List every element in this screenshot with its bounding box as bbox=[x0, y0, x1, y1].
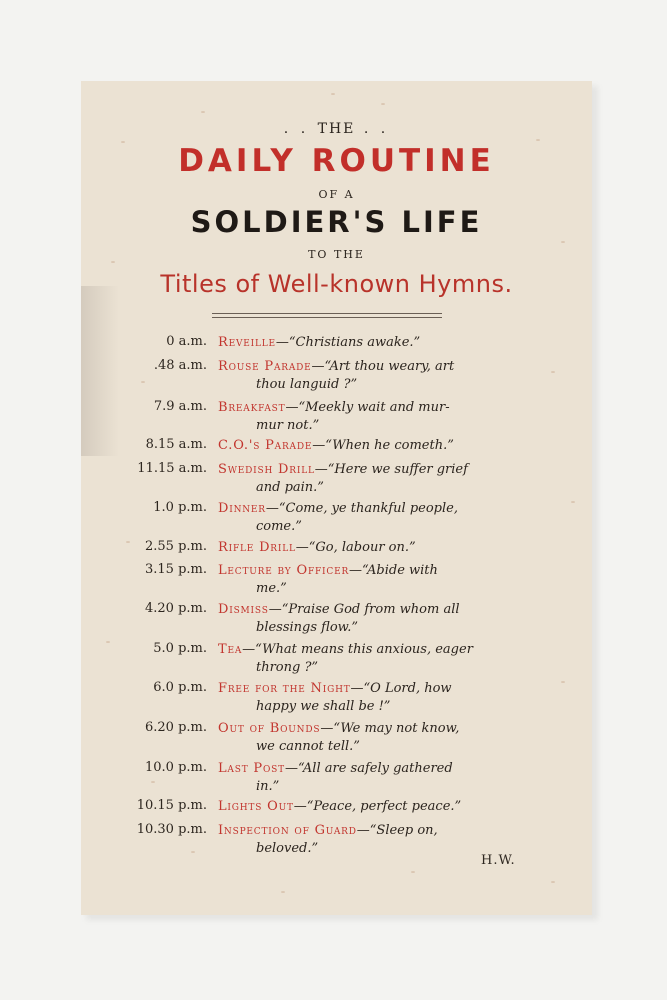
entry-text: Free for the Night—“O Lord, how bbox=[218, 681, 452, 696]
entry-time: 3.15 p.m. bbox=[145, 562, 207, 577]
entry-label: C.O.'s Parade bbox=[218, 438, 313, 453]
entry-text: Reveille—“Christians awake.” bbox=[218, 335, 421, 350]
entry-time: 8.15 a.m. bbox=[145, 437, 207, 452]
entry-quote-continued: mur not.” bbox=[256, 418, 320, 433]
entry-text: Breakfast—“Meekly wait and mur- bbox=[218, 400, 450, 415]
entry-quote: “Come, ye thankful people, bbox=[278, 501, 458, 516]
entry-label: Lights Out bbox=[218, 799, 294, 814]
entry-text: Inspection of Guard—“Sleep on, bbox=[218, 823, 438, 838]
the-text: THE bbox=[317, 121, 356, 137]
entry-text: Tea—“What means this anxious, eager bbox=[218, 642, 473, 657]
entry-quote-continued: and pain.” bbox=[256, 480, 324, 495]
entry-time: 4.20 p.m. bbox=[145, 601, 207, 616]
routine-entry bbox=[81, 399, 592, 439]
entry-quote: “Christians awake.” bbox=[288, 335, 421, 350]
daily-routine-title: DAILY ROUTINE bbox=[178, 143, 495, 179]
entry-quote: “Abide with bbox=[362, 563, 438, 578]
routine-entry bbox=[81, 601, 592, 641]
entry-text: Rouse Parade—“Art thou weary, art bbox=[218, 359, 455, 374]
entry-label: Dinner bbox=[218, 501, 266, 516]
entry-text: Lecture by Officer—“Abide with bbox=[218, 563, 438, 578]
routine-entry bbox=[81, 680, 592, 720]
entry-time: 10.15 p.m. bbox=[136, 798, 207, 813]
routine-card bbox=[81, 81, 592, 915]
entry-text: Rifle Drill—“Go, labour on.” bbox=[218, 540, 416, 555]
entry-quote: “When he cometh.” bbox=[325, 438, 454, 453]
entry-label: Out of Bounds bbox=[218, 721, 321, 736]
entry-quote-continued: blessings flow.” bbox=[256, 620, 359, 635]
entry-label: Lecture by Officer bbox=[218, 563, 350, 578]
entry-quote: “Art thou weary, art bbox=[324, 359, 455, 374]
entry-label: Rouse Parade bbox=[218, 359, 312, 374]
entry-quote-continued: throng ?” bbox=[256, 660, 319, 675]
entry-time: 6.20 p.m. bbox=[145, 720, 207, 735]
entry-label: Tea bbox=[218, 642, 243, 657]
entry-label: Inspection of Guard bbox=[218, 823, 357, 838]
entry-quote-continued: beloved.” bbox=[256, 841, 319, 856]
routine-entry bbox=[81, 461, 592, 501]
entry-text: Dinner—“Come, ye thankful people, bbox=[218, 501, 458, 516]
entry-quote: “Here we suffer grief bbox=[327, 462, 468, 477]
entry-time: 11.15 a.m. bbox=[137, 461, 207, 476]
entry-quote: “What means this anxious, eager bbox=[255, 642, 473, 657]
entry-time: 1.0 p.m. bbox=[153, 500, 207, 515]
signature: H.W. bbox=[481, 853, 516, 868]
soldiers-life-title: SOLDIER'S LIFE bbox=[190, 205, 483, 239]
entry-text: C.O.'s Parade—“When he cometh.” bbox=[218, 438, 454, 453]
entry-quote: “O Lord, how bbox=[363, 681, 452, 696]
entry-label: Rifle Drill bbox=[218, 540, 296, 555]
entry-text: Swedish Drill—“Here we suffer grief bbox=[218, 462, 468, 477]
routine-entry bbox=[81, 500, 592, 540]
entry-quote-continued: happy we shall be !” bbox=[256, 699, 391, 714]
entry-time: 0 a.m. bbox=[166, 334, 207, 349]
entry-time: 5.0 p.m. bbox=[153, 641, 207, 656]
entry-label: Reveille bbox=[218, 335, 276, 350]
entry-quote-continued: me.” bbox=[256, 581, 287, 596]
entry-quote: “Meekly wait and mur- bbox=[298, 400, 450, 415]
entry-time: 10.30 p.m. bbox=[136, 822, 207, 837]
entry-quote: “Go, labour on.” bbox=[308, 540, 416, 555]
of-a-text: OF A bbox=[318, 188, 355, 201]
entry-text: Last Post—“All are safely gathered bbox=[218, 761, 453, 776]
entry-label: Last Post bbox=[218, 761, 285, 776]
entry-quote-continued: come.” bbox=[256, 519, 302, 534]
entry-time: 10.0 p.m. bbox=[145, 760, 207, 775]
routine-entry bbox=[81, 358, 592, 398]
entry-label: Free for the Night bbox=[218, 681, 351, 696]
entry-quote-continued: in.” bbox=[256, 779, 280, 794]
entry-time: 2.55 p.m. bbox=[145, 539, 207, 554]
routine-entry bbox=[81, 760, 592, 800]
entry-text: Out of Bounds—“We may not know, bbox=[218, 721, 460, 736]
routine-entry bbox=[81, 562, 592, 602]
entry-quote: “Praise God from whom all bbox=[281, 602, 460, 617]
hymns-subtitle: Titles of Well-known Hymns. bbox=[160, 270, 513, 298]
to-the-text: TO THE bbox=[308, 248, 365, 261]
entry-text: Dismiss—“Praise God from whom all bbox=[218, 602, 460, 617]
entry-quote: “All are safely gathered bbox=[297, 761, 453, 776]
entry-time: 7.9 a.m. bbox=[153, 399, 207, 414]
entry-quote: “We may not know, bbox=[333, 721, 460, 736]
entry-quote-continued: we cannot tell.” bbox=[256, 739, 360, 754]
routine-entry bbox=[81, 641, 592, 681]
entry-quote-continued: thou languid ?” bbox=[256, 377, 358, 392]
entry-time: .48 a.m. bbox=[153, 358, 207, 373]
ornamental-divider bbox=[212, 313, 442, 318]
routine-entry bbox=[81, 720, 592, 760]
entry-label: Breakfast bbox=[218, 400, 286, 415]
entry-time: 6.0 p.m. bbox=[153, 680, 207, 695]
entry-quote: “Sleep on, bbox=[369, 823, 438, 838]
entry-label: Swedish Drill bbox=[218, 462, 315, 477]
entry-label: Dismiss bbox=[218, 602, 269, 617]
the-heading: . . THE . . bbox=[283, 121, 390, 137]
entry-text: Lights Out—“Peace, perfect peace.” bbox=[218, 799, 462, 814]
entry-quote: “Peace, perfect peace.” bbox=[306, 799, 462, 814]
